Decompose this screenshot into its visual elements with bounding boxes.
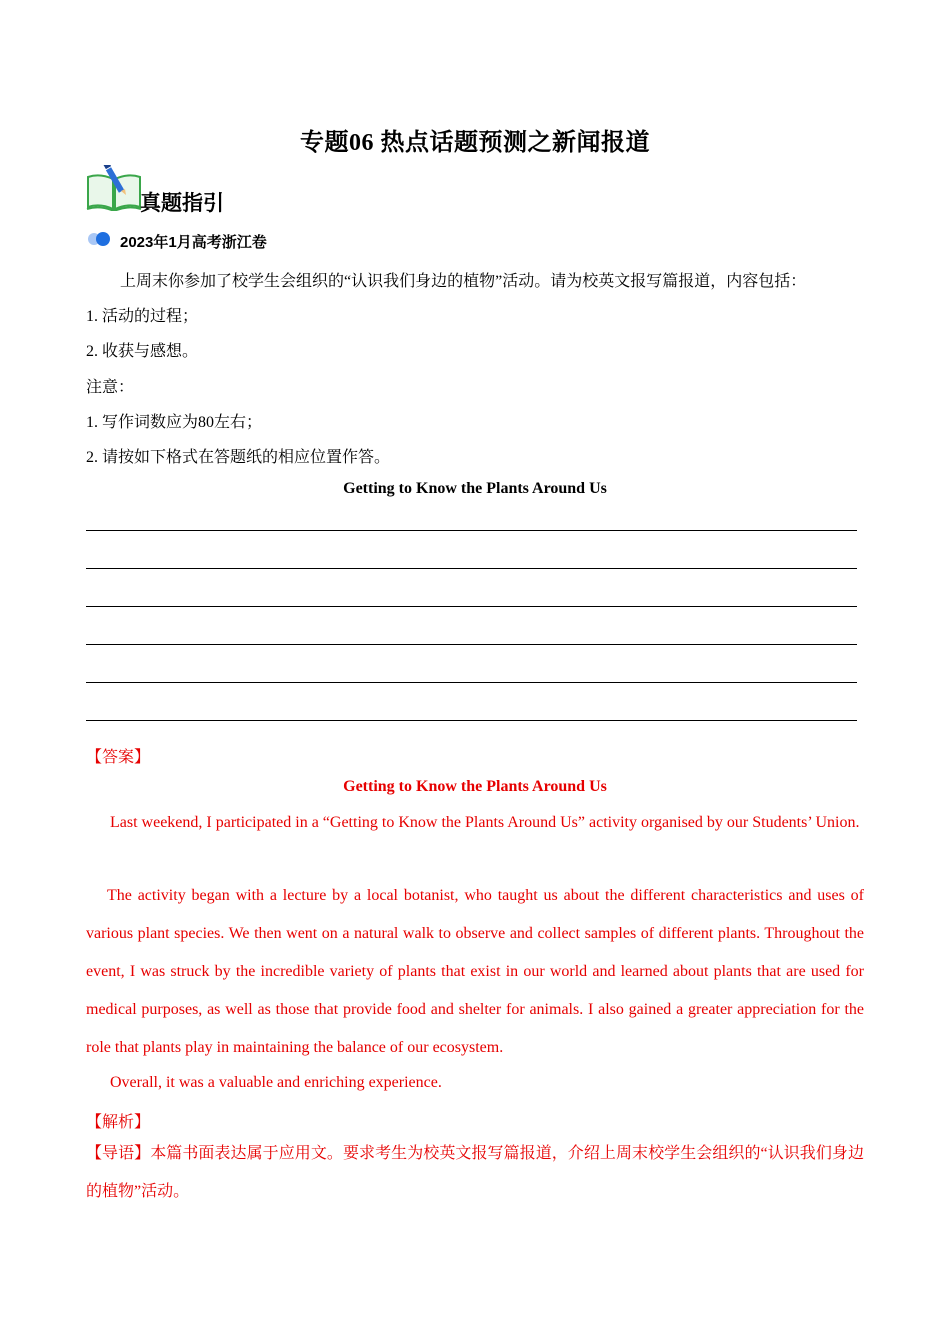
writing-line	[86, 606, 857, 607]
answer-paragraph: Overall, it was a valuable and enriching experience.	[110, 1074, 442, 1091]
prompt-point: 1. 活动的过程；	[86, 308, 199, 325]
exam-source-label: 2023年1月高考浙江卷	[120, 234, 267, 251]
answer-label: 【答案】	[86, 749, 151, 766]
answer-paragraph: The activity began with a lecture by a local botanist, who taught us about the different characteristics and uses of various plant species. We then went on a natural walk to observe and collect samples of different plants. Throughout the event, I was struck by the incredible variety of plants that exist in our world and learned about plants that are used for medical purposes, as well as those that provide food and shelter for animals. I also gained a greater appreciation for the role that plants play in maintaining the balance of our ecosystem.	[86, 887, 864, 1056]
analysis-label: 【解析】	[86, 1114, 151, 1131]
section-label: 真题指引	[140, 191, 224, 215]
book-pencil-icon	[86, 165, 142, 211]
note-label: 注意：	[86, 379, 135, 396]
answer-title: Getting to Know the Plants Around Us	[343, 778, 607, 795]
guide-text: 本篇书面表达属于应用文。要求考生为校英文报写篇报道，介绍上周末校学生会组织的“认识我们身边的植物”活动。	[86, 1145, 864, 1200]
writing-line	[86, 720, 857, 721]
writing-line	[86, 530, 857, 531]
writing-line	[86, 644, 857, 645]
answer-paragraph: Last weekend, I participated in a “Getting to Know the Plants Around Us” activity organised by our Students’ Union.	[110, 814, 860, 831]
analysis-guide	[86, 1135, 864, 1211]
document-title: 专题06 热点话题预测之新闻报道	[300, 130, 650, 156]
essay-title: Getting to Know the Plants Around Us	[343, 480, 607, 497]
bullet-dots-icon	[86, 231, 112, 247]
guide-label: 【导语】	[86, 1145, 151, 1162]
prompt-point: 2. 收获与感想。	[86, 343, 199, 360]
writing-line	[86, 568, 857, 569]
prompt-intro: 上周末你参加了校学生会组织的“认识我们身边的植物”活动。请为校英文报写篇报道，内容包括：	[120, 273, 807, 290]
prompt-note: 2. 请按如下格式在答题纸的相应位置作答。	[86, 449, 391, 466]
writing-line	[86, 682, 857, 683]
prompt-note: 1. 写作词数应为80左右；	[86, 414, 263, 431]
